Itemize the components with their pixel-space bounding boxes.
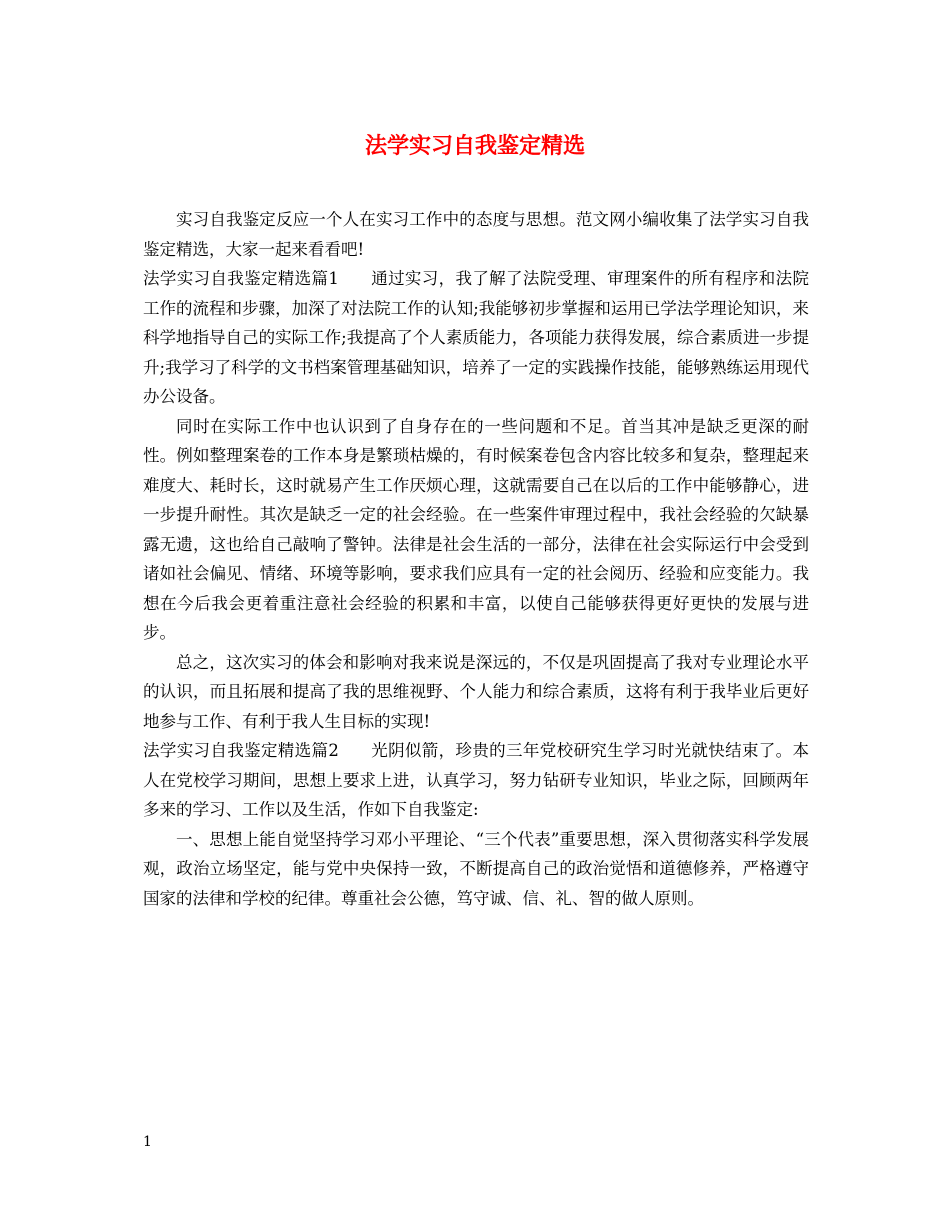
section-1-first-text: 通过实习，我了解了法院受理、审理案件的所有程序和法院工作的流程和步骤，加深了对法院工作的认知;我能够初步掌握和运用已学法学理论知识，来科学地指导自己的实际工作;我提高了个人素质能力，各项能力获得发展，综合素质进一步提升;我学习了科学的文书档案管理基础知识，培养了一定的实践操作技能，能够熟练运用现代办公设备。 — [143, 269, 810, 406]
document-title: 法学实习自我鉴定精选 — [364, 133, 585, 159]
section-2-first-text: 光阴似箭，珍贵的三年党校研究生学习时光就快结束了。本人在党校学习期间，思想上要求上进，认真学习，努力钻研专业知识，毕业之际，回顾两年多来的学习、工作以及生活，作如下自我鉴定: — [143, 741, 810, 819]
document-body — [143, 205, 809, 913]
section-2-heading: 法学实习自我鉴定精选篇2 — [143, 741, 339, 760]
intro-paragraph: 实习自我鉴定反应一个人在实习工作中的态度与思想。范文网小编收集了法学实习自我鉴定精选，大家一起来看看吧! — [143, 210, 809, 259]
section-2-first-paragraph — [143, 736, 809, 825]
section-1-paragraph-2: 同时在实际工作中也认识到了自身存在的一些问题和不足。首当其冲是缺乏更深的耐性。例如整理案卷的工作本身是繁琐枯燥的，有时候案卷包含内容比较多和复杂，整理起来难度大、耗时长，这时就易产生工作厌烦心理，这就需要自己在以后的工作中能够静心，进一步提升耐性。其次是缺乏一定的社会经验。在一些案件审理过程中，我社会经验的欠缺暴露无遗，这也给自己敲响了警钟。法律是社会生活的一部分，法律在社会实际运行中会受到诸如社会偏见、情绪、环境等影响，要求我们应具有一定的社会阅历、经验和应变能力。我想在今后我会更着重注意社会经验的积累和丰富，以使自己能够获得更好更快的发展与进步。 — [143, 416, 809, 642]
page-number: 1 — [143, 1134, 152, 1150]
section-1-first-paragraph — [143, 264, 809, 412]
section-1-heading: 法学实习自我鉴定精选篇1 — [143, 269, 339, 288]
section-1-paragraph-3: 总之，这次实习的体会和影响对我来说是深远的，不仅是巩固提高了我对专业理论水平的认识，而且拓展和提高了我的思维视野、个人能力和综合素质，这将有利于我毕业后更好地参与工作、有利于我人生目标的实现! — [143, 652, 809, 731]
section-2-paragraph-2: 一、思想上能自觉坚持学习邓小平理论、“三个代表”重要思想，深入贯彻落实科学发展观，政治立场坚定，能与党中央保持一致，不断提高自己的政治觉悟和道德修养，严格遵守国家的法律和学校的纪律。尊重社会公德，笃守诚、信、礼、智的做人原则。 — [143, 829, 809, 908]
